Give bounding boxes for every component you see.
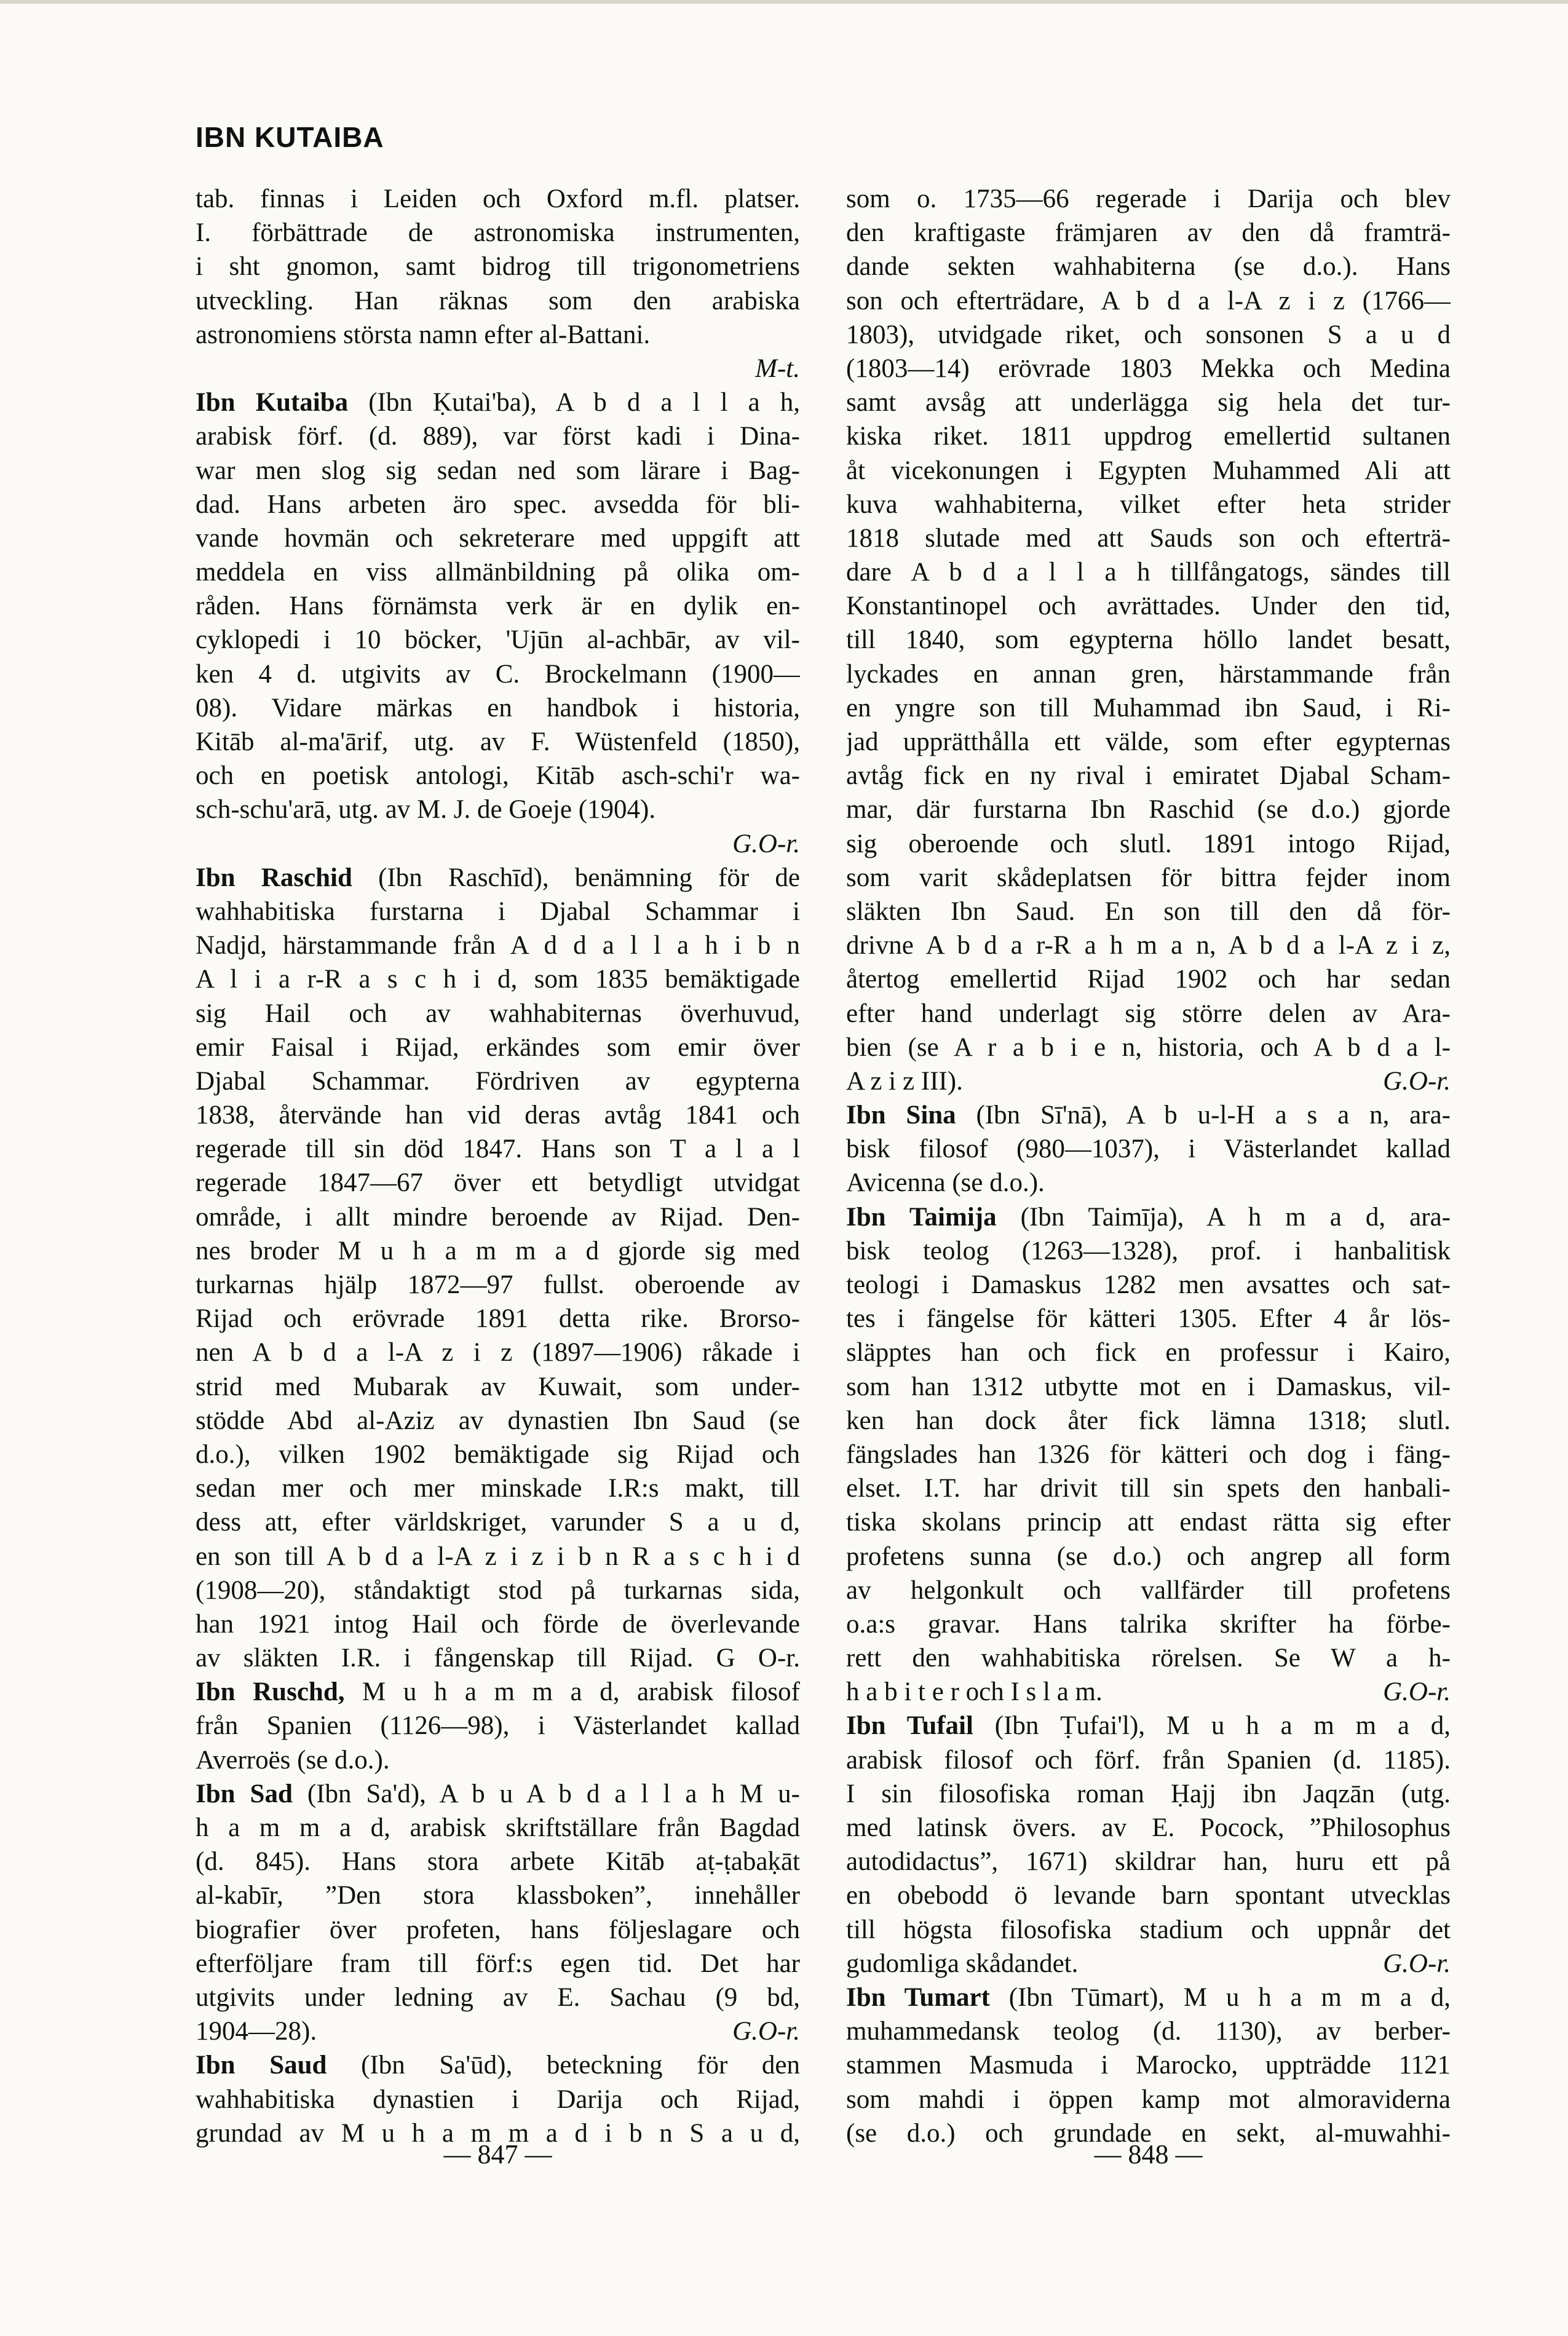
- text-line: 1818 slutade med att Sauds son och efterträ-: [846, 523, 1451, 553]
- text-line: en obebodd ö levande barn spontant utvecklas: [846, 1881, 1451, 1910]
- text-line: tab. finnas i Leiden och Oxford m.fl. platser.: [196, 184, 800, 213]
- text-line: tiska skolans princip att endast rätta sig efter: [846, 1508, 1451, 1537]
- entry-headword: Ibn Tumart: [846, 1982, 990, 2012]
- text-line: arabisk förf. (d. 889), var först kadi i Dina-: [196, 422, 800, 451]
- text-line: d.o.), vilken 1902 bemäktigade sig Rijad och: [196, 1439, 800, 1469]
- text-line: 1838, återvände han vid deras avtåg 1841 och: [196, 1101, 800, 1130]
- entry-head-ibn-raschid: Ibn Raschid (Ibn Raschīd), benämning för de: [196, 863, 800, 892]
- text-line: Avicenna (se d.o.).: [846, 1168, 1045, 1198]
- text-line: war men slog sig sedan ned som lärare i Bag-: [196, 456, 800, 485]
- text-line: kuva wahhabiterna, vilket efter heta strider: [846, 489, 1451, 519]
- text-line: h a m m a d, arabisk skriftställare från Bagdad: [196, 1813, 800, 1842]
- text-line: släpptes han och fick en professur i Kairo,: [846, 1338, 1451, 1368]
- text-line: grundad av M u h a m m a d i b n S a u d,: [196, 2118, 800, 2148]
- page-number-right: — 848 —: [1094, 2139, 1203, 2169]
- text-line: Konstantinopel och avrättades. Under den tid,: [846, 592, 1451, 621]
- text-line: (1803—14) erövrade 1803 Mekka och Medina: [846, 354, 1451, 383]
- text-line: återtog emellertid Rijad 1902 och har sedan: [846, 965, 1451, 994]
- text-line: fängslades han 1326 för kätteri och dog i fäng-: [846, 1439, 1451, 1469]
- text-line: regerade 1847—67 över ett betydligt utvidgat: [196, 1168, 800, 1198]
- text-line: nen A b d a l-A z i z (1897—1906) råkade i: [196, 1338, 800, 1368]
- text-line: tes i fängelse för kätteri 1305. Efter 4 år lös-: [846, 1304, 1451, 1334]
- text-line: utgivits under ledning av E. Sachau (9 bd,: [196, 1982, 800, 2012]
- text-line: elset. I.T. har drivit till sin spets den hanbali-: [846, 1474, 1451, 1503]
- entry-head-ibn-taimija: Ibn Taimija (Ibn Taimīja), A h m a d, ara-: [846, 1202, 1451, 1232]
- right-column: [846, 182, 1451, 2150]
- text-line: bisk filosof (980—1037), i Västerlandet kallad: [846, 1134, 1451, 1164]
- text-line: en son till A b d a l-A z i z i b n R a s c h i d: [196, 1542, 800, 1571]
- text-line: Nadjd, härstammande från A d d a l l a h i b n: [196, 931, 800, 960]
- entry-headword: Ibn Saud: [196, 2051, 327, 2080]
- text-line: stammen Masmuda i Marocko, uppträdde 1121: [846, 2051, 1451, 2080]
- text-line: turkarnas hjälp 1872—97 fullst. oberoende av: [196, 1270, 800, 1299]
- author-signature: G.O-r.: [732, 2017, 800, 2046]
- text-line: I. förbättrade de astronomiska instrumenten,: [196, 218, 800, 248]
- text-line: rett den wahhabitiska rörelsen. Se W a h-: [846, 1644, 1451, 1673]
- text-line: drivne A b d a r-R a h m a n, A b d a l-A z i z,: [846, 931, 1451, 960]
- text-line: wahhabitiska furstarna i Djabal Schammar i: [196, 897, 800, 926]
- text-line: område, i allt mindre beroende av Rijad. Den-: [196, 1202, 800, 1232]
- text-line: son och efterträdare, A b d a l-A z i z (1766—: [846, 286, 1451, 315]
- entry-headword: Ibn Ruschd,: [196, 1677, 345, 1707]
- text-line: (1908—20), ståndaktigt stod på turkarnas sida,: [196, 1575, 800, 1605]
- text-line: lyckades en annan gren, härstammande från: [846, 659, 1451, 689]
- text-line: (d. 845). Hans stora arbete Kitāb aṭ-ṭabaḳāt: [196, 1847, 800, 1877]
- entry-headword: Ibn Taimija: [846, 1202, 997, 1232]
- author-signature: G.O-r.: [1383, 1677, 1451, 1707]
- text-line-with-signature: [196, 2014, 800, 2048]
- text-line: som o. 1735—66 regerade i Darija och blev: [846, 184, 1451, 213]
- page-top-rule: [0, 0, 1568, 4]
- text-line: autodidactus”, 1671) skildrar han, huru ett på: [846, 1847, 1451, 1877]
- text-line: Rijad och erövrade 1891 detta rike. Brorso-: [196, 1304, 800, 1334]
- page-number-left: — 847 —: [443, 2139, 552, 2169]
- text-line: sch-schu'arā, utg. av M. J. de Goeje (1904).: [196, 795, 656, 825]
- text-line-with-signature: [846, 1064, 1451, 1098]
- text-line: en yngre son till Muhammad ibn Saud, i Ri-: [846, 693, 1451, 723]
- text-line: strid med Mubarak av Kuwait, som under-: [196, 1372, 800, 1401]
- author-signature: G.O-r.: [732, 829, 800, 858]
- text-line: Averroës (se d.o.).: [196, 1745, 390, 1775]
- entry-head-ibn-tufail: Ibn Tufail (Ibn Ṭufai'l), M u h a m m a d,: [846, 1711, 1451, 1741]
- text-line: 1803), utvidgade riket, och sonsonen S a u d: [846, 320, 1451, 349]
- entry-head-ibn-tumart: Ibn Tumart (Ibn Tūmart), M u h a m m a d,: [846, 1982, 1451, 2012]
- text-line: (se d.o.) och grundade en sekt, al-muwahhi-: [846, 2118, 1451, 2148]
- text-line: A l i a r-R a s c h i d, som 1835 bemäktigade: [196, 965, 800, 994]
- text-line: åt vicekonungen i Egypten Muhammed Ali att: [846, 456, 1451, 485]
- text-line: jad upprätthålla ett välde, som efter egypternas: [846, 727, 1451, 756]
- text-line: emir Faisal i Rijad, erkändes som emir över: [196, 1032, 800, 1062]
- text-line: av släkten I.R. i fångenskap till Rijad. G O-r.: [196, 1644, 800, 1673]
- text-line: sig oberoende och slutl. 1891 intogo Rijad,: [846, 829, 1451, 858]
- text-line: dess att, efter världskriget, varunder S a u d,: [196, 1508, 800, 1537]
- text-line: vande hovmän och sekreterare med uppgift att: [196, 523, 800, 553]
- text-line: dad. Hans arbeten äro spec. avsedda för bli-: [196, 489, 800, 519]
- entry-headword: Ibn Tufail: [846, 1711, 973, 1741]
- text-line: som mahdi i öppen kamp mot almoraviderna: [846, 2085, 1451, 2114]
- text-line: teologi i Damaskus 1282 men avsattes och sat-: [846, 1270, 1451, 1299]
- text-line-with-signature: [846, 1675, 1451, 1709]
- text-line: muhammedansk teolog (d. 1130), av berber-: [846, 2017, 1451, 2046]
- entry-head-ibn-kutaiba: Ibn Kutaiba (Ibn Ḳutai'ba), A b d a l l a h,: [196, 388, 800, 418]
- text-line: stödde Abd al-Aziz av dynastien Ibn Saud (se: [196, 1406, 800, 1435]
- running-head: IBN KUTAIBA: [196, 121, 384, 153]
- text-line: utveckling. Han räknas som den arabiska: [196, 286, 800, 315]
- text-line: efterföljare fram till förf:s egen tid. Det har: [196, 1949, 800, 1978]
- text-line: I sin filosofiska roman Ḥajj ibn Jaqzān (utg.: [846, 1779, 1451, 1808]
- text-line: sedan mer och mer minskade I.R:s makt, till: [196, 1474, 800, 1503]
- text-line: A z i z III).: [846, 1066, 963, 1096]
- text-line: råden. Hans förnämsta verk är en dylik en-: [196, 592, 800, 621]
- author-signature: G.O-r.: [1383, 1949, 1451, 1978]
- text-line: o.a:s gravar. Hans talrika skrifter ha förbe-: [846, 1609, 1451, 1639]
- text-line: den kraftigaste främjaren av den då framträ-: [846, 218, 1451, 248]
- text-line: som varit skådeplatsen för bittra fejder inom: [846, 863, 1451, 892]
- entry-headword: Ibn Sina: [846, 1101, 956, 1130]
- text-line: med latinsk övers. av E. Pocock, ”Philosophus: [846, 1813, 1451, 1842]
- text-line: i sht gnomon, samt bidrog till trigonometriens: [196, 252, 800, 282]
- text-line: biografier över profeten, hans följeslagare och: [196, 1915, 800, 1944]
- text-line: nes broder M u h a m m a d gjorde sig med: [196, 1236, 800, 1265]
- text-line: och en poetisk antologi, Kitāb asch-schi'r wa-: [196, 761, 800, 791]
- text-line: cyklopedi i 10 böcker, 'Ujūn al-achbār, av vil-: [196, 625, 800, 655]
- text-line: wahhabitiska dynastien i Darija och Rijad,: [196, 2085, 800, 2114]
- text-line: avtåg fick en ny rival i emiratet Djabal Scham-: [846, 761, 1451, 791]
- author-signature: M-t.: [755, 354, 800, 383]
- entry-head-ibn-saud: Ibn Saud (Ibn Sa'ūd), beteckning för den: [196, 2051, 800, 2080]
- text-line: kiska riket. 1811 uppdrog emellertid sultanen: [846, 422, 1451, 451]
- author-signature: G.O-r.: [1383, 1066, 1451, 1096]
- text-line-with-signature: [846, 1947, 1451, 1981]
- text-line: al-kabīr, ”Den stora klassboken”, innehåller: [196, 1881, 800, 1910]
- text-line: efter hand underlagt sig större delen av Ara-: [846, 999, 1451, 1028]
- text-line: 1904—28).: [196, 2017, 317, 2046]
- text-line: bisk teolog (1263—1328), prof. i hanbalitisk: [846, 1236, 1451, 1265]
- text-line: Djabal Schammar. Fördriven av egypterna: [196, 1066, 800, 1096]
- text-line: arabisk filosof och förf. från Spanien (d. 1185).: [846, 1745, 1451, 1775]
- left-column: [196, 182, 800, 2150]
- text-line: till högsta filosofiska stadium och uppnår det: [846, 1915, 1451, 1944]
- entry-head-ibn-sad: Ibn Sad (Ibn Sa'd), A b u A b d a l l a h M u-: [196, 1779, 800, 1808]
- text-line: samt avsåg att underlägga sig hela det tur-: [846, 388, 1451, 418]
- entry-headword: Ibn Kutaiba: [196, 388, 349, 418]
- text-line: från Spanien (1126—98), i Västerlandet kallad: [196, 1711, 800, 1741]
- text-line: Kitāb al-ma'ārif, utg. av F. Wüstenfeld (1850),: [196, 727, 800, 756]
- text-line: astronomiens största namn efter al-Battani.: [196, 320, 651, 349]
- text-line: han 1921 intog Hail och förde de överlevande: [196, 1609, 800, 1639]
- text-line: 08). Vidare märkas en handbok i historia,: [196, 693, 800, 723]
- text-line: som han 1312 utbytte mot en i Damaskus, vil-: [846, 1372, 1451, 1401]
- text-line: till 1840, som egypterna höllo landet besatt,: [846, 625, 1451, 655]
- text-line: ken han dock åter fick lämna 1318; slutl.: [846, 1406, 1451, 1435]
- text-line: av helgonkult och vallfärder till profetens: [846, 1575, 1451, 1605]
- text-line: meddela en viss allmänbildning på olika om-: [196, 558, 800, 587]
- entry-head-ibn-ruschd: Ibn Ruschd, M u h a m m a d, arabisk filosof: [196, 1677, 800, 1707]
- entry-head-ibn-sina: Ibn Sina (Ibn Sī'nā), A b u-l-H a s a n, ara-: [846, 1101, 1451, 1130]
- text-line: h a b i t e r och I s l a m.: [846, 1677, 1103, 1707]
- text-line: sig Hail och av wahhabiternas överhuvud,: [196, 999, 800, 1028]
- text-line: ken 4 d. utgivits av C. Brockelmann (1900—: [196, 659, 800, 689]
- text-line: dande sekten wahhabiterna (se d.o.). Hans: [846, 252, 1451, 282]
- text-line: bien (se A r a b i e n, historia, och A b d a l-: [846, 1032, 1451, 1062]
- text-line: profetens sunna (se d.o.) och angrep all form: [846, 1542, 1451, 1571]
- text-line: släkten Ibn Saud. En son till den då för-: [846, 897, 1451, 926]
- text-line: mar, där furstarna Ibn Raschid (se d.o.) gjorde: [846, 795, 1451, 825]
- text-line: regerade till sin död 1847. Hans son T a l a l: [196, 1134, 800, 1164]
- entry-headword: Ibn Raschid: [196, 863, 352, 892]
- text-line: gudomliga skådandet.: [846, 1949, 1079, 1978]
- entry-headword: Ibn Sad: [196, 1779, 293, 1808]
- text-line: dare A b d a l l a h tillfångatogs, sändes till: [846, 558, 1451, 587]
